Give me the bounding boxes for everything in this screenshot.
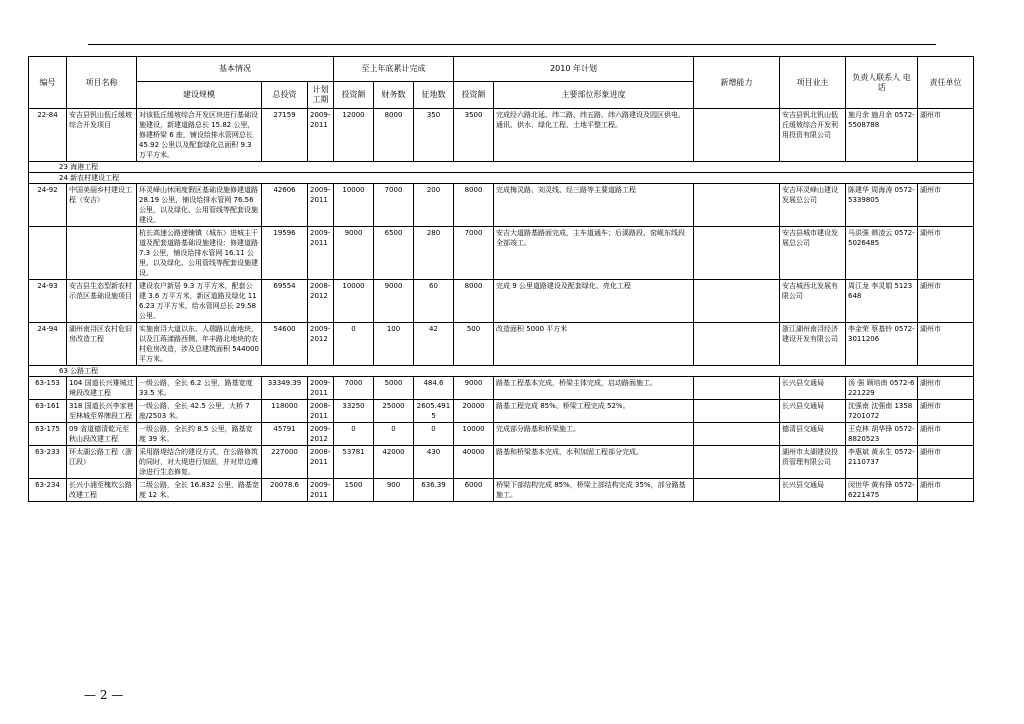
cell-invest: 7000	[334, 377, 374, 400]
cell-no: 24-92	[29, 184, 67, 227]
table-row	[29, 109, 974, 162]
cell-fiscal: 42000	[374, 446, 414, 479]
cell-scale: 一级公路，全长约 8.5 公里，路基宽度 39 米。	[137, 423, 262, 446]
cell-progress: 改造面积 5000 平方米	[494, 323, 694, 366]
cell-contact: 李惠斌 黄永生 0572-2110737	[846, 446, 918, 479]
cell-scale: 建设农户新居 9.3 万平方米，配套公建 3.6 万平方米，新区道路及绿化 116.23 万平方米，给水管网总长 29.58 公里。	[137, 280, 262, 323]
cell-unit: 湖州市	[918, 184, 974, 227]
cell-total: 42606	[262, 184, 308, 227]
cell-plan: 500	[454, 323, 494, 366]
section-row	[29, 162, 974, 173]
cell-total: 27159	[262, 109, 308, 162]
cell-progress: 路基工程完成 85%、桥梁工程完成 52%。	[494, 400, 694, 423]
cell-capacity	[694, 323, 780, 366]
page-number: — 2 —	[84, 688, 124, 702]
cell-progress: 路基和桥梁基本完成，水利加固工程部分完成。	[494, 446, 694, 479]
cell-unit: 湖州市	[918, 400, 974, 423]
header-name: 项目名称	[67, 57, 137, 109]
cell-land: 2605.4915	[414, 400, 454, 423]
cell-progress: 完成部分路基和桥梁施工。	[494, 423, 694, 446]
cell-land: 0	[414, 423, 454, 446]
cell-plan: 8000	[454, 280, 494, 323]
cell-scale: 环灵峰山休闲度假区基础设施修建道路 28.19 公里，铺设给排水管网 76.56 公里，以及绿化、公用管线等配套设施建设。	[137, 184, 262, 227]
cell-fiscal: 5000	[374, 377, 414, 400]
cell-capacity	[694, 184, 780, 227]
cell-no: 22-84	[29, 109, 67, 162]
cell-capacity	[694, 400, 780, 423]
cell-contact: 李金荣 蔡基铃 0572-3011206	[846, 323, 918, 366]
section-row	[29, 366, 974, 377]
cell-progress: 安吉大道路基路面完成，主车道通车；后溪路段、窑岘东线段全部竣工。	[494, 227, 694, 280]
cell-owner: 长兴县交通局	[780, 479, 846, 502]
cell-owner: 浙江湖州南浔经济建设开发有限公司	[780, 323, 846, 366]
table-row	[29, 479, 974, 502]
cell-period: 2009-2012	[308, 323, 334, 366]
cell-no: 24-94	[29, 323, 67, 366]
cell-contact: 沈强南 沈强南 13587201072	[846, 400, 918, 423]
table-row	[29, 400, 974, 423]
cell-unit: 湖州市	[918, 109, 974, 162]
cell-period: 2009-2011	[308, 377, 334, 400]
cell-progress: 完成经六路北延、纬二路、纬五路、纬六路建设及园区供电、通讯、供水、绿化工程、土地平整工程。	[494, 109, 694, 162]
cell-owner: 安吉县城市建设发展总公司	[780, 227, 846, 280]
cell-period: 2009-2011	[308, 184, 334, 227]
cell-owner: 湖州市太湖建设投资管理有限公司	[780, 446, 846, 479]
cell-name	[67, 227, 137, 280]
cell-contact: 闵世华 黄有锋 0572-6221475	[846, 479, 918, 502]
cell-scale: 对该低丘缓坡综合开发区块进行基础设施建设，新建道路总长 15.82 公里，修建桥梁 6 座，铺设给排水管网总长 45.92 公里以及配套绿化总面积 9.3 万平方米。	[137, 109, 262, 162]
section-row	[29, 173, 974, 184]
cell-invest: 1500	[334, 479, 374, 502]
cell-land: 200	[414, 184, 454, 227]
table-row	[29, 423, 974, 446]
cell-name: 湖州南浔区农村危旧房改造工程	[67, 323, 137, 366]
cell-name: 09 省道德清乾元至秋山段改建工程	[67, 423, 137, 446]
cell-owner: 长兴县交通局	[780, 377, 846, 400]
cell-name: 安吉县生态型新农村示范区基础设施项目	[67, 280, 137, 323]
cell-plan: 8000	[454, 184, 494, 227]
cell-capacity	[694, 479, 780, 502]
cell-invest: 12000	[334, 109, 374, 162]
cell-owner: 德清县交通局	[780, 423, 846, 446]
cell-plan: 3500	[454, 109, 494, 162]
cell-total: 227000	[262, 446, 308, 479]
header-scale: 建设规模	[137, 82, 262, 109]
cell-owner: 安吉城西北发展有限公司	[780, 280, 846, 323]
cell-contact: 施月余 施月余 0572-5508788	[846, 109, 918, 162]
header-plan-invest: 投资额	[454, 82, 494, 109]
cell-total: 19596	[262, 227, 308, 280]
cell-contact: 陈建华 周海涛 0572-5339805	[846, 184, 918, 227]
header-period: 计划工期	[308, 82, 334, 109]
header-invest: 投资额	[334, 82, 374, 109]
cell-fiscal: 900	[374, 479, 414, 502]
cell-invest: 0	[334, 423, 374, 446]
cell-plan: 40000	[454, 446, 494, 479]
table-row	[29, 323, 974, 366]
cell-unit: 湖州市	[918, 227, 974, 280]
cell-name: 环太湖公路工程（浙江段）	[67, 446, 137, 479]
cell-invest: 0	[334, 323, 374, 366]
cell-scale: 杭长高速公路递铺镇（城东）进城主干道及配套道路基础设施建设：修建道路 7.3 公里，铺设给排水管网 16.11 公里、以及绿化、公用管线等配套设施建设。	[137, 227, 262, 280]
header-unit: 责任单位	[918, 57, 974, 109]
cell-capacity	[694, 227, 780, 280]
cell-total: 69554	[262, 280, 308, 323]
cell-scale: 采用路堤结合的建设方式，在公路修筑的同时，对大堤进行加固，并对岸边滩涂进行生态修复。	[137, 446, 262, 479]
cell-contact: 周江龙 李灵娟 5123648	[846, 280, 918, 323]
table-body	[29, 109, 974, 502]
cell-total: 54600	[262, 323, 308, 366]
cell-scale: 一级公路，全长 6.2 公里，路基宽度 33.5 米。	[137, 377, 262, 400]
cell-land: 280	[414, 227, 454, 280]
cell-progress: 完成梅灵路、刘灵线、经三路等主要道路工程	[494, 184, 694, 227]
header-cumulative: 至上年底累计完成	[334, 57, 454, 82]
cell-fiscal: 9000	[374, 280, 414, 323]
cell-total: 33349.39	[262, 377, 308, 400]
table-row	[29, 184, 974, 227]
cell-total: 118000	[262, 400, 308, 423]
cell-no	[29, 227, 67, 280]
cell-capacity	[694, 377, 780, 400]
cell-total: 20078.6	[262, 479, 308, 502]
cell-fiscal: 25000	[374, 400, 414, 423]
cell-period: 2009-2012	[308, 423, 334, 446]
cell-progress: 完成 9 公里道路建设及配套绿化、亮化工程	[494, 280, 694, 323]
cell-unit: 湖州市	[918, 446, 974, 479]
cell-period: 2008-2011	[308, 446, 334, 479]
cell-owner: 长兴县交通局	[780, 400, 846, 423]
cell-period: 2009-2011	[308, 479, 334, 502]
header-plan-year: 2010 年计划	[454, 57, 694, 82]
cell-plan: 7000	[454, 227, 494, 280]
cell-plan: 20000	[454, 400, 494, 423]
cell-fiscal: 7000	[374, 184, 414, 227]
cell-land: 60	[414, 280, 454, 323]
cell-name: 104 国道长兴雉城过境段改建工程	[67, 377, 137, 400]
table-row	[29, 280, 974, 323]
cell-no: 63-233	[29, 446, 67, 479]
cell-total: 45791	[262, 423, 308, 446]
cell-progress: 路基工程基本完成，桥梁主体完成，启动路面施工。	[494, 377, 694, 400]
cell-owner: 安吉环灵峰山建设发展总公司	[780, 184, 846, 227]
cell-name: 安吉县钒山低丘缓坡综合开发项目	[67, 109, 137, 162]
cell-contact: 王克林 胡华锋 0572-8820523	[846, 423, 918, 446]
header-fiscal: 财务数	[374, 82, 414, 109]
cell-no: 63-153	[29, 377, 67, 400]
cell-capacity	[694, 109, 780, 162]
header-contact: 负责人联系人 电 话	[846, 57, 918, 109]
cell-contact: 马洪强 韩凌云 0572-5026485	[846, 227, 918, 280]
cell-capacity	[694, 280, 780, 323]
header-land: 征地数	[414, 82, 454, 109]
cell-name: 318 国道长兴李家巷至林城至界牌段工程	[67, 400, 137, 423]
cell-contact: 汤 强 顾培南 0572-6221229	[846, 377, 918, 400]
cell-progress: 桥梁下部结构完成 85%，桥梁上部结构完成 35%，部分路基施工。	[494, 479, 694, 502]
table-row	[29, 377, 974, 400]
cell-no: 63-161	[29, 400, 67, 423]
header-owner: 项目业主	[780, 57, 846, 109]
cell-unit: 湖州市	[918, 323, 974, 366]
header-capacity: 新增能力	[694, 57, 780, 109]
cell-period: 2008-2011	[308, 400, 334, 423]
cell-land: 484.6	[414, 377, 454, 400]
cell-unit: 湖州市	[918, 479, 974, 502]
cell-no: 24-93	[29, 280, 67, 323]
cell-capacity	[694, 423, 780, 446]
top-rule	[88, 44, 936, 45]
cell-plan: 6000	[454, 479, 494, 502]
cell-plan: 10000	[454, 423, 494, 446]
cell-period: 2008-2012	[308, 280, 334, 323]
cell-no: 63-175	[29, 423, 67, 446]
header-total: 总投资	[262, 82, 308, 109]
cell-period: 2009-2011	[308, 109, 334, 162]
cell-plan: 9000	[454, 377, 494, 400]
cell-owner: 安吉县钒北钒山低丘缓坡综合开发利用投资有限公司	[780, 109, 846, 162]
cell-land: 350	[414, 109, 454, 162]
cell-invest: 9000	[334, 227, 374, 280]
cell-invest: 53781	[334, 446, 374, 479]
cell-invest: 10000	[334, 184, 374, 227]
cell-fiscal: 0	[374, 423, 414, 446]
cell-name: 长兴小浦至槐坎公路改建工程	[67, 479, 137, 502]
header-progress: 主要部位形象进度	[494, 82, 694, 109]
cell-unit: 湖州市	[918, 280, 974, 323]
cell-period: 2009-2011	[308, 227, 334, 280]
header-basic: 基本情况	[137, 57, 334, 82]
header-no: 编号	[29, 57, 67, 109]
section-title: 23 海港工程	[29, 162, 974, 173]
cell-unit: 湖州市	[918, 377, 974, 400]
section-title: 24 新农村建设工程	[29, 173, 974, 184]
cell-invest: 33250	[334, 400, 374, 423]
cell-scale: 二级公路，全长 16.832 公里，路基宽度 12 米。	[137, 479, 262, 502]
cell-scale: 实施南浔大道以东、人瑞路以南地块，以及江蒋漾路西侧、年丰路北地块的农村危房改造，涉及总建筑面积 544000 平方米。	[137, 323, 262, 366]
cell-fiscal: 6500	[374, 227, 414, 280]
cell-unit: 湖州市	[918, 423, 974, 446]
cell-land: 430	[414, 446, 454, 479]
cell-no: 63-234	[29, 479, 67, 502]
table-row	[29, 227, 974, 280]
cell-invest: 10000	[334, 280, 374, 323]
section-title: 63 公路工程	[29, 366, 974, 377]
cell-land: 42	[414, 323, 454, 366]
project-table	[28, 56, 974, 502]
table-row	[29, 446, 974, 479]
cell-capacity	[694, 446, 780, 479]
cell-fiscal: 8000	[374, 109, 414, 162]
cell-name: 中国美丽乡村建设工程（安吉）	[67, 184, 137, 227]
cell-land: 636.39	[414, 479, 454, 502]
cell-fiscal: 100	[374, 323, 414, 366]
cell-scale: 一级公路，全长 42.5 公里，大桥 7 座/2503 米。	[137, 400, 262, 423]
